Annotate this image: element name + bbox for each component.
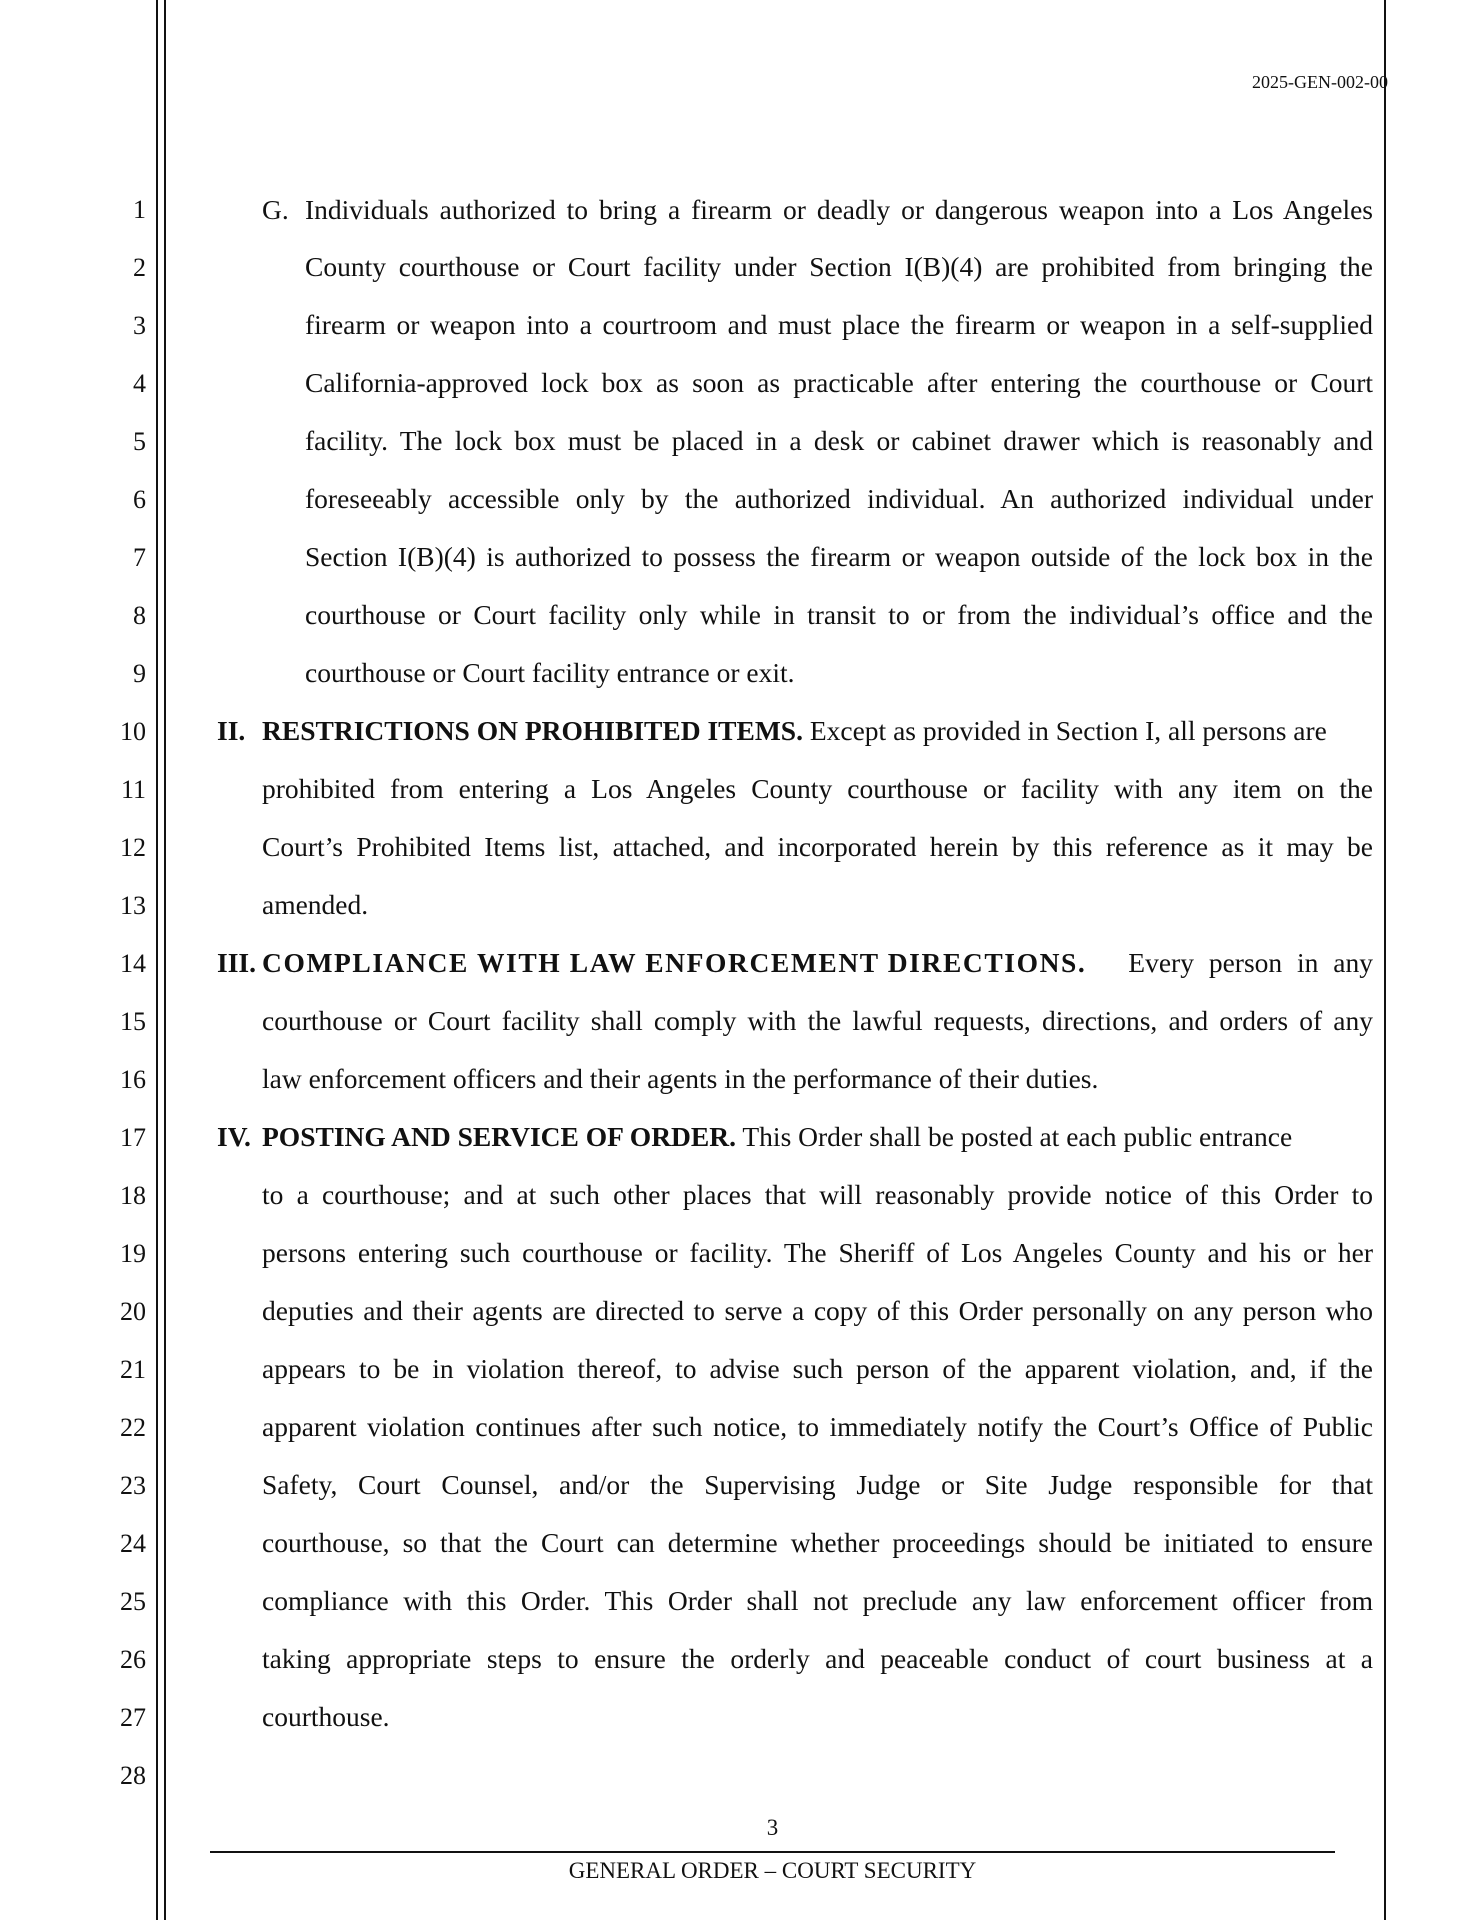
footer-title: GENERAL ORDER – COURT SECURITY [568, 1858, 977, 1883]
body-line: persons entering such courthouse or facility. The Sheriff of Los Angeles County and his or her [262, 1237, 1373, 1268]
footer-rule [210, 1851, 1335, 1853]
section-ii-first-line-text: Except as provided in Section I, all persons are [802, 715, 1327, 746]
line-number: 12 [120, 833, 146, 862]
line-number: 16 [120, 1065, 146, 1094]
line-number: 1 [133, 195, 146, 224]
page-number: 3 [766, 1815, 779, 1840]
body-line: Section I(B)(4) is authorized to possess the firearm or weapon outside of the lock box in the [305, 541, 1373, 572]
document-number: 2025-GEN-002-00 [1252, 72, 1388, 92]
line-number: 8 [133, 601, 146, 630]
body-line: prohibited from entering a Los Angeles County courthouse or facility with any item on the [262, 773, 1373, 804]
left-margin-rule-inner [164, 0, 166, 1920]
body-line: California-approved lock box as soon as practicable after entering the courthouse or Court [305, 367, 1373, 398]
body-line: firearm or weapon into a courtroom and must place the firearm or weapon in a self-supplied [305, 309, 1373, 340]
line-number: 6 [133, 485, 146, 514]
section-iv-numeral: IV. [217, 1121, 251, 1152]
body-line: courthouse or Court facility entrance or exit. [305, 657, 795, 688]
body-line: courthouse or Court facility only while in transit to or from the individual’s office and the [305, 599, 1373, 630]
body-line: courthouse or Court facility shall comply with the lawful requests, directions, and orders of any [262, 1005, 1373, 1036]
body-line: compliance with this Order. This Order shall not preclude any law enforcement officer from [262, 1585, 1373, 1616]
line-number: 25 [120, 1587, 146, 1616]
body-line: courthouse. [262, 1701, 390, 1732]
body-line: deputies and their agents are directed to serve a copy of this Order personally on any person who [262, 1295, 1373, 1326]
body-line: appears to be in violation thereof, to advise such person of the apparent violation, and, if the [262, 1353, 1373, 1384]
body-line: amended. [262, 889, 369, 920]
line-number: 4 [133, 369, 146, 398]
section-iii-numeral: III. [217, 947, 256, 978]
section-iii-heading: COMPLIANCE WITH LAW ENFORCEMENT DIRECTIONS. [262, 947, 1087, 978]
line-number: 27 [120, 1703, 146, 1732]
line-number: 5 [133, 427, 146, 456]
line-number: 13 [120, 891, 146, 920]
section-ii-first-line [262, 716, 1373, 746]
line-number: 24 [120, 1529, 146, 1558]
line-number: 7 [133, 543, 146, 572]
body-line: facility. The lock box must be placed in a desk or cabinet drawer which is reasonably and [305, 425, 1373, 456]
line-number: 23 [120, 1471, 146, 1500]
line-number: 19 [120, 1239, 146, 1268]
left-margin-rule-outer [156, 0, 158, 1920]
line-number: 10 [120, 717, 146, 746]
line-number: 2 [133, 253, 146, 282]
body-line: law enforcement officers and their agents in the performance of their duties. [262, 1063, 1099, 1094]
line-number: 26 [120, 1645, 146, 1674]
body-line: taking appropriate steps to ensure the orderly and peaceable conduct of court business at a [262, 1643, 1373, 1674]
section-ii-numeral: II. [217, 715, 246, 746]
line-number: 17 [120, 1123, 146, 1152]
section-iv-heading: POSTING AND SERVICE OF ORDER. [262, 1121, 736, 1152]
body-line: courthouse, so that the Court can determine whether proceedings should be initiated to ensure [262, 1527, 1373, 1558]
line-number: 18 [120, 1181, 146, 1210]
body-line: County courthouse or Court facility under Section I(B)(4) are prohibited from bringing the [305, 251, 1373, 282]
section-iii-first-line-text: Every person in any [1128, 947, 1373, 978]
right-margin-rule [1384, 0, 1386, 1920]
line-number: 14 [120, 949, 146, 978]
section-iv-first-line [262, 1122, 1373, 1152]
line-number: 20 [120, 1297, 146, 1326]
section-ii-heading: RESTRICTIONS ON PROHIBITED ITEMS. [262, 715, 803, 746]
body-line: Court’s Prohibited Items list, attached, and incorporated herein by this reference as it may be [262, 831, 1373, 862]
body-line: Individuals authorized to bring a firearm or deadly or dangerous weapon into a Los Angeles [305, 194, 1373, 225]
line-number: 3 [133, 311, 146, 340]
line-number: 22 [120, 1413, 146, 1442]
section-iii-first-line [262, 948, 1373, 978]
body-line: to a courthouse; and at such other places that will reasonably provide notice of this Order to [262, 1179, 1373, 1210]
body-line: foreseeably accessible only by the authorized individual. An authorized individual under [305, 483, 1373, 514]
body-line: Safety, Court Counsel, and/or the Supervising Judge or Site Judge responsible for that [262, 1469, 1373, 1500]
line-number: 9 [133, 659, 146, 688]
section-iv-first-line-text: This Order shall be posted at each public entrance [736, 1121, 1293, 1152]
line-number: 15 [120, 1007, 146, 1036]
body-line: apparent violation continues after such notice, to immediately notify the Court’s Office of Public [262, 1411, 1373, 1442]
line-number: 11 [120, 775, 146, 804]
section-g-marker: G. [262, 194, 289, 225]
line-number: 21 [120, 1355, 146, 1384]
line-number: 28 [120, 1761, 146, 1790]
